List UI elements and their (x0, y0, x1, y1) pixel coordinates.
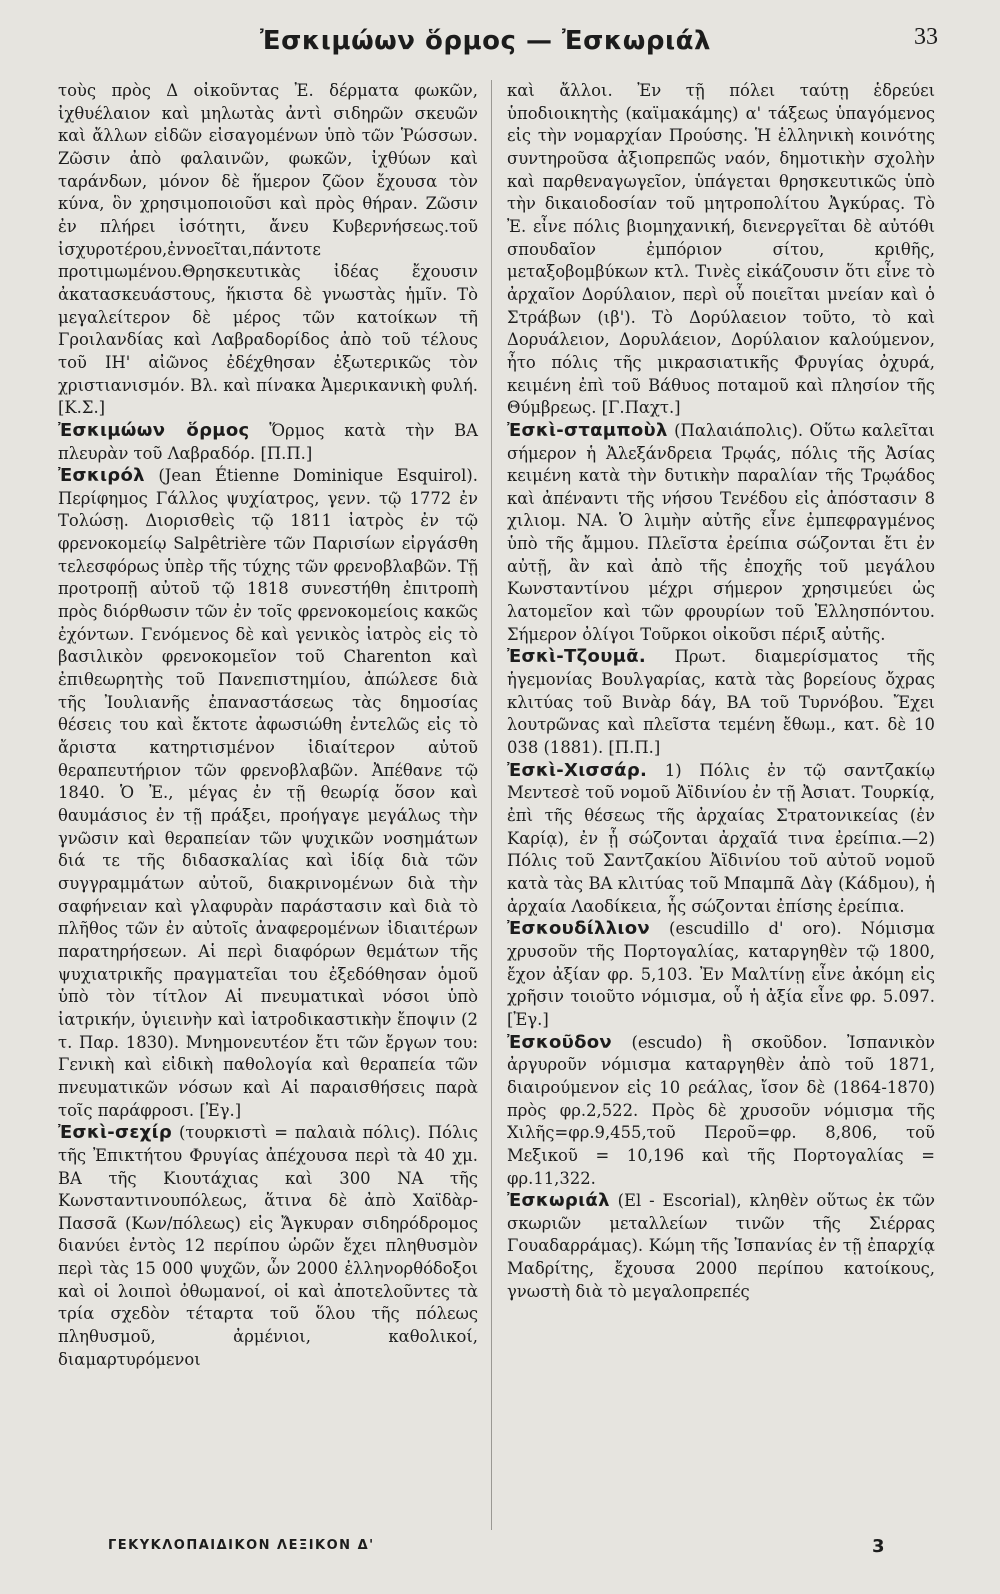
column-divider (491, 80, 492, 1530)
entry-eskirol (58, 465, 478, 1122)
headword: Ἐσκιρόλ (58, 465, 145, 487)
entry-text: 1) Πόλις ἐν τῷ σαντζακίῳ Μεντεσὲ τοῦ νομοῦ Ἀϊδινίου ἐν τῇ Ἀσιατ. Τουρκίᾳ, ἐπὶ τῆς θέσεως τῆς ἀρχαίας Στρατονικείας (ἐν Καρίᾳ), ἐν ᾗ σώζονται ἀρχαῖά τινα ἐρείπια.—2) Πόλις τοῦ Σαντζακίου Ἀϊδινίου τοῦ αὐτοῦ νομοῦ κατὰ τὰς ΒΑ κλιτύας τοῦ Μπαμπᾶ Δὰγ (Κάδμου), ἡ ἀρχαία Λαοδίκεια, ἧς σώζονται ἐπίσης ἐρείπια. (507, 760, 935, 916)
headword: Ἐσκὶ-σεχίρ (58, 1122, 173, 1144)
running-head (0, 18, 1000, 58)
page-number: 33 (914, 24, 938, 50)
headword: Ἐσκιμώων ὅρμος (58, 419, 250, 441)
entry-text: (escudillo d' oro). Νόμισμα χρυσοῦν τῆς Πορτογαλίας, καταργηθὲν τῷ 1800, ἔχον ἀξίαν φρ. 5,103. Ἐν Μαλτίνῃ εἶνε ἀκόμη εἰς χρῆσιν τοιοῦτο νόμισμα, οὗ ἡ ἀξία εἶνε φρ. 5.097. [Ἐγ.] (507, 919, 935, 1029)
entry-eskimoon-ormos (58, 420, 478, 465)
headword: Ἐσκὶ-Χισσάρ. (507, 759, 648, 781)
left-column (58, 80, 478, 1371)
headword: Ἐσκοῦδον (507, 1031, 612, 1053)
left-continuation-text: τοὺς πρὸς Δ οἰκοῦντας Ἐ. δέρματα φωκῶν, ἰχθυέλαιον καὶ μηλωτὰς ἀντὶ σιδηρῶν σκευῶν καὶ ἄλλων εἰδῶν εἰσαγομένων ὑπὸ τῶν Ῥώσσων. Ζῶσιν ἀπὸ φαλαινῶν, φωκῶν, ἰχθύων καὶ ταράνδων, μόνον δὲ ἥμερον ζῶον ἔχουσα τὸν κύνα, ὃν χρησιμοποιοῦσι καὶ πρὸς θήραν. Ζῶσιν ἐν πλήρει ἰσότητι, ἄνευ Κυβερνήσεως.τοῦ ἰσχυροτέρου,ἐννοεῖται,πάντοτε προτιμωμένου.Θρησκευτικὰς ἰδέας ἔχουσιν ἀκατασκευάστους, ἥκιστα δὲ γνωστὰς ἡμῖν. Τὸ μεγαλείτερον δὲ μέρος τῶν κατοίκων τῆ Γροιλανδίας καὶ Λαβραδορίδος ἀπὸ τοῦ τέλους τοῦ ΙΗ' αἰῶνος ἐδέχθησαν ἐξωτερικῶς τὸν χριστιανισμόν. Βλ. καὶ πίνακα Ἀμερικανικὴ φυλή. [Κ.Σ.] (58, 81, 478, 418)
entry-eski-hissar (507, 760, 935, 919)
right-column (507, 80, 935, 1303)
entry-text: (El - Escorial), κληθὲν οὕτως ἐκ τῶν σκωριῶν μεταλλείων τινῶν τῆς Σιέρρας Γουαδαρράμας). Κώμη τῆς Ἰσπανίας ἐν τῇ ἐπαρχίᾳ Μαδρίτης, ἔχουσα 2000 περίπου κατοίκους, γνωστὴ διὰ τὸ μεγαλοπρεπές (507, 1191, 935, 1301)
right-continuation-text: καὶ ἄλλοι. Ἐν τῇ πόλει ταύτῃ ἑδρεύει ὑποδιοικητὴς (καϊμακάμης) α' τάξεως ὑπαγόμενος εἰς τὴν νομαρχίαν Προύσης. Ἡ ἑλληνικὴ κοινότης συντηροῦσα ἀξιοπρεπῶς ναόν, δημοτικὴν σχολὴν καὶ παρθεναγωγεῖον, ὑπάγεται θρησκευτικῶς ὑπὸ τὴν δικαιοδοσίαν τοῦ μητροπολίτου Ἀγκύρας. Τὸ Ἐ. εἶνε πόλις βιομηχανική, διενεργεῖται δὲ αὐτόθι σπουδαῖον ἐμπόριον σίτου, κριθῆς, μεταξοβομβύκων κτλ. Τινὲς εἰκάζουσιν ὅτι εἶνε τὸ ἀρχαῖον Δορύλαιον, περὶ οὗ ποιεῖται μνείαν καὶ ὁ Στράβων (ιβ'). Τὸ Δορύλαειον τοῦτο, τὸ καὶ Δορυάλειον, Δορυλάειον, Δορύλαιον καλούμενον, ἦτο πόλις τῆς μικρασιατικῆς Φρυγίας ὀχυρά, κειμένη ἐπὶ τοῦ Βάθυος ποταμοῦ καὶ πλησίον τῆς Θύμβρεως. [Γ.Παχτ.] (507, 81, 935, 418)
entry-text: (Παλαιάπολις). Οὕτω καλεῖται σήμερον ἡ Ἀλεξάνδρεια Τρῳάς, πόλις τῆς Ἀσίας κειμένη κατὰ τὴν δυτικὴν παραλίαν τῆς Τρῳάδος καὶ ἀπέναντι τῆς νήσου Τενέδου εἰς ἀπόστασιν 8 χιλιομ. ΝΑ. Ὁ λιμὴν αὐτῆς εἶνε ἐμπεφραγμένος ὑπὸ τῆς ἄμμου. Πλεῖστα ἐρείπια σώζονται ἔτι ἐν αὐτῇ, ἂν καὶ ἀπὸ τῆς ἐποχῆς τοῦ μεγάλου Κωνσταντίνου μέχρι σήμερον χρησιμεύει ὡς λατομεῖον καὶ τῶν φρουρίων τοῦ Ἑλλησπόντου. Σήμερον ὀλίγοι Τοῦρκοι οἰκοῦσι πέριξ αὐτῆς. (507, 420, 935, 644)
entry-eski-stamboul (507, 420, 935, 647)
running-title: Ἐσκιμώων ὅρμος — Ἐσκωριάλ (260, 26, 711, 56)
entry-eski-tzouma (507, 646, 935, 759)
headword: Ἐσκωριάλ (507, 1190, 610, 1212)
entry-eskorial (507, 1190, 935, 1303)
entry-text: (Jean Étienne Dominique Esquirol). Περίφημος Γάλλος ψυχίατρος, γενν. τῷ 1772 ἐν Τολώσῃ. Διορισθεὶς τῷ 1811 ἰατρὸς ἐν τῷ φρενοκομείῳ Salpêtrière τῶν Παρισίων εἰργάσθη τελεσφόρως ὑπὲρ τῆς τύχης τῶν φρενοβλαβῶν. Τῇ προτροπῇ αὐτοῦ τῷ 1818 συνεστήθη ἐπιτροπὴ πρὸς διόρθωσιν τῶν ἐν τοῖς φρενοκομείοις κακῶς ἐχόντων. Γενόμενος δὲ καὶ γενικὸς ἰατρὸς εἰς τὸ βασιλικὸν φρενοκομεῖον τοῦ Charenton καὶ ἐπιθεωρητὴς τοῦ Πανεπιστημίου, ἀπώλεσε διὰ τῆς Ἰουλιανῆς ἐπαναστάσεως τὰς δημοσίας θέσεις του καὶ ἔκτοτε ἀφωσιώθη ἐντελῶς εἰς τὸ ἄριστα κατηρτισμένον ἰδιαίτερον αὐτοῦ θεραπευτήριον τῶν φρενοβλαβῶν. Ἀπέθανε τῷ 1840. Ὁ Ἐ., μέγας ἐν τῇ θεωρίᾳ ὅσον καὶ θαυμάσιος ἐν τῇ πράξει, προήγαγε μεγάλως τὴν γνῶσιν καὶ θεραπείαν τῶν ψυχικῶν νοσημάτων διά τε τῆς διδασκαλίας καὶ ἰδίᾳ διὰ τῶν συγγραμμάτων αὐτοῦ, διακρινομένων διὰ τὴν σαφήνειαν καὶ γλαφυρὰν παράστασιν καὶ διὰ τὸ πλῆθος τῶν ἐν αὐτοῖς ἀναφερομένων ἰδιαιτέρων παρατηρήσεων. Αἱ περὶ διαφόρων θεμάτων τῆς ψυχιατρικῆς πραγματεῖαι του ἐξεδόθησαν ὁμοῦ ὑπὸ τὸν τίτλον Αἱ πνευματικαὶ νόσοι ὑπὸ ἰατρικήν, ὑγιεινὴν καὶ ἰατροδικαστικὴν ἔποψιν (2 τ. Παρ. 1830). Μνημονευτέον ἔτι τῶν ἔργων του: Γενικὴ καὶ εἰδικὴ παθολογία καὶ θεραπεία τῶν πνευματικῶν νόσων καὶ Αἱ παραισθήσεις παρὰ τοῖς παράφροσι. [Ἐγ.] (58, 466, 478, 1120)
entry-eskoudon (507, 1032, 935, 1191)
entry-text: (escudo) ἢ σκοῦδον. Ἰσπανικὸν ἀργυροῦν νόμισμα καταργηθὲν ἀπὸ τοῦ 1871, διαιρούμενον εἰς 10 ρεάλας, ἴσον δὲ (1864-1870) πρὸς φρ.2,522. Πρὸς δὲ χρυσοῦν νόμισμα τῆς Χιλῆς=φρ.9,455,τοῦ Περοῦ=φρ. 8,806, τοῦ Μεξικοῦ = 10,196 καὶ τῆς Πορτογαλίας = φρ.11,322. (507, 1032, 935, 1188)
entry-eski-sehir (58, 1122, 478, 1371)
entry-text: (τουρκιστὶ = παλαιὰ πόλις). Πόλις τῆς Ἐπικτήτου Φρυγίας ἀπέχουσα περὶ τὰ 40 χμ. ΒΑ τῆς Κιουτάχιας καὶ 300 ΝΑ τῆς Κωνσταντινουπόλεως, ἅτινα δὲ ἀπὸ Χαϊδὰρ-Πασσᾶ (Κων/πόλεως) εἰς Ἄγκυραν σιδηρόδρομος διανύει ἐντὸς 12 περίπου ὡρῶν ἔχει πληθυσμὸν περὶ τὰς 15 000 ψυχῶν, ὧν 2000 ἑλληνορθόδοξοι καὶ οἱ λοιποὶ ὀθωμανοί, οἱ καὶ ἀποτελοῦντες τὰ τρία σχεδὸν τέταρτα τοῦ ὅλου τῆς πόλεως πληθυσμοῦ, ἀρμένιοι, καθολικοί, διαμαρτυρόμενοι (58, 1123, 478, 1369)
entry-text: Πρωτ. διαμερίσματος τῆς ἡγεμονίας Βουλγαρίας, κατὰ τὰς βορείους ὄχρας κλιτύας τοῦ Βινὰρ δάγ, ΒΑ τοῦ Τυρνόβου. Ἔχει λουτρῶνας καὶ πλεῖστα τεμένη ἔθωμ., κατ. δὲ 10 038 (1881). [Π.Π.] (507, 647, 935, 758)
headword: Ἐσκὶ-Τζουμᾶ. (507, 646, 647, 668)
entry-eskoudillion (507, 918, 935, 1031)
headword: Ἐσκουδίλλιον (507, 918, 650, 940)
headword: Ἐσκὶ-σταμποὺλ (507, 419, 668, 441)
page-footer (0, 1536, 1000, 1566)
signature-mark: 3 (872, 1536, 885, 1557)
entry-text: Ὅρμος κατὰ τὴν ΒΑ πλευρὰν τοῦ Λαβραδόρ. [Π.Π.] (58, 420, 478, 463)
imprint-line: ΓΕΚΥΚΛΟΠΑΙΔΙΚΟΝ ΛΕΞΙΚΟΝ Δ' (108, 1538, 375, 1553)
